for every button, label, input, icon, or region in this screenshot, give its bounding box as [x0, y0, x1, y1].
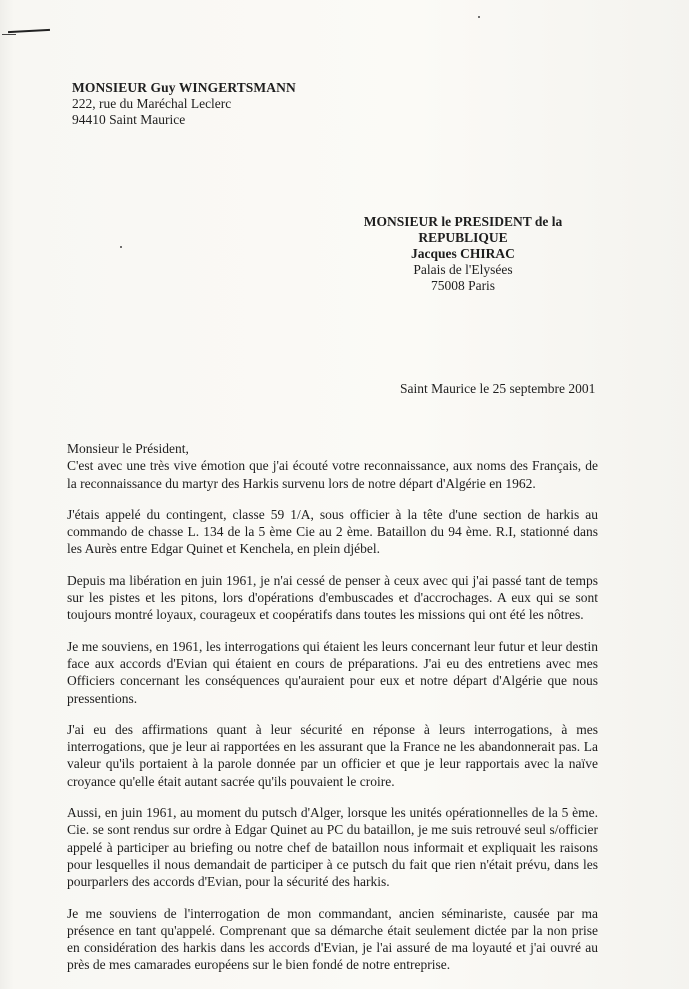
paragraph: J'étais appelé du contingent, classe 59 1/A, sous officier à la tête d'une section de harkis au commando de chasse L. 134 de la 5 ème Cie au 2 ème. Bataillon du 94 ème. R.I, stationné dans les Aurès entre Edgar Quinet et Kenchela, en plein djébel. [67, 506, 598, 557]
sender-address-city: 94410 Saint Maurice [72, 112, 186, 127]
sender-name: MONSIEUR Guy WINGERTSMANN [72, 80, 296, 95]
scan-pen-mark-tail [2, 34, 16, 35]
paragraph: Depuis ma libération en juin 1961, je n'ai cessé de penser à ceux avec qui j'ai passé tant de temps sur les pistes et les pitons, lors d'opérations d'embuscades et d'accrochages. A eux qui se sont toujours montré loyaux, courageux et coopératifs dans toutes les missions qui ont été les nôtres. [67, 572, 598, 623]
recipient-name: Jacques CHIRAC [411, 246, 515, 261]
recipient-title: MONSIEUR le PRESIDENT de la REPUBLIQUE [363, 214, 563, 245]
sender-address-street: 222, rue du Maréchal Leclerc [72, 96, 232, 111]
recipient-block [318, 214, 608, 294]
paragraph: Aussi, en juin 1961, au moment du putsch d'Alger, lorsque les unités opérationnelles de la 5 ème. Cie. se sont rendus sur ordre à Edgar Quinet au PC du bataillon, je me suis retrouvé seul s/officier appelé à participer au briefing ou notre chef de bataillon nous informait et expliquait les raisons pour lesquelles il nous demandait de participer à ce putsch du fait que rien n'était prévu, dans les pourparlers des accords d'Evian, pour la sécurité des harkis. [67, 805, 598, 890]
paragraph: Je me souviens de l'interrogation de mon commandant, ancien séminariste, causée par ma présence en tant qu'appelé. Comprenant que sa démarche était seulement dictée par la non prise en considération des harkis dans les accords d'Evian, je l'ai assuré de ma loyauté et j'ai ouvré au près de mes camarades européens sur le bien fondé de notre entreprise. [67, 905, 598, 973]
salutation: Monsieur le Président, [67, 441, 189, 456]
paragraph: C'est avec une très vive émotion que j'ai écouté votre reconnaissance, aux noms des Français, de la reconnaissance du martyr des Harkis survenu lors de notre départ d'Algérie en 1962. [67, 458, 598, 491]
scan-speck [478, 16, 480, 18]
paragraph: Je me souviens, en 1961, les interrogations qui étaient les leurs concernant leur futur et leur destin face aux accords d'Evian qui étaient en cours de préparations. J'ai eu des entretiens avec mes Officiers concernant les conséquences qu'auraient pour eux et notre départ d'Algérie que nous pressentions. [67, 638, 598, 706]
sender-block [72, 80, 296, 128]
paragraph: J'ai eu des affirmations quant à leur sécurité en réponse à leurs interrogations, à mes interrogations, que je leur ai rapportées en les assurant que la France ne les abandonnerait pas. La valeur qu'ils portaient à la parole donnée par un officier et que je leur rapportais avec la naïve croyance qu'elle était autant sacrée qu'ils pouvaient le croire. [67, 721, 598, 789]
recipient-address-street: Palais de l'Elysées [413, 262, 513, 277]
letter-date: Saint Maurice le 25 septembre 2001 [400, 381, 596, 396]
letter-body [67, 440, 598, 974]
scan-pen-mark [8, 29, 50, 33]
recipient-address-city: 75008 Paris [430, 278, 496, 293]
